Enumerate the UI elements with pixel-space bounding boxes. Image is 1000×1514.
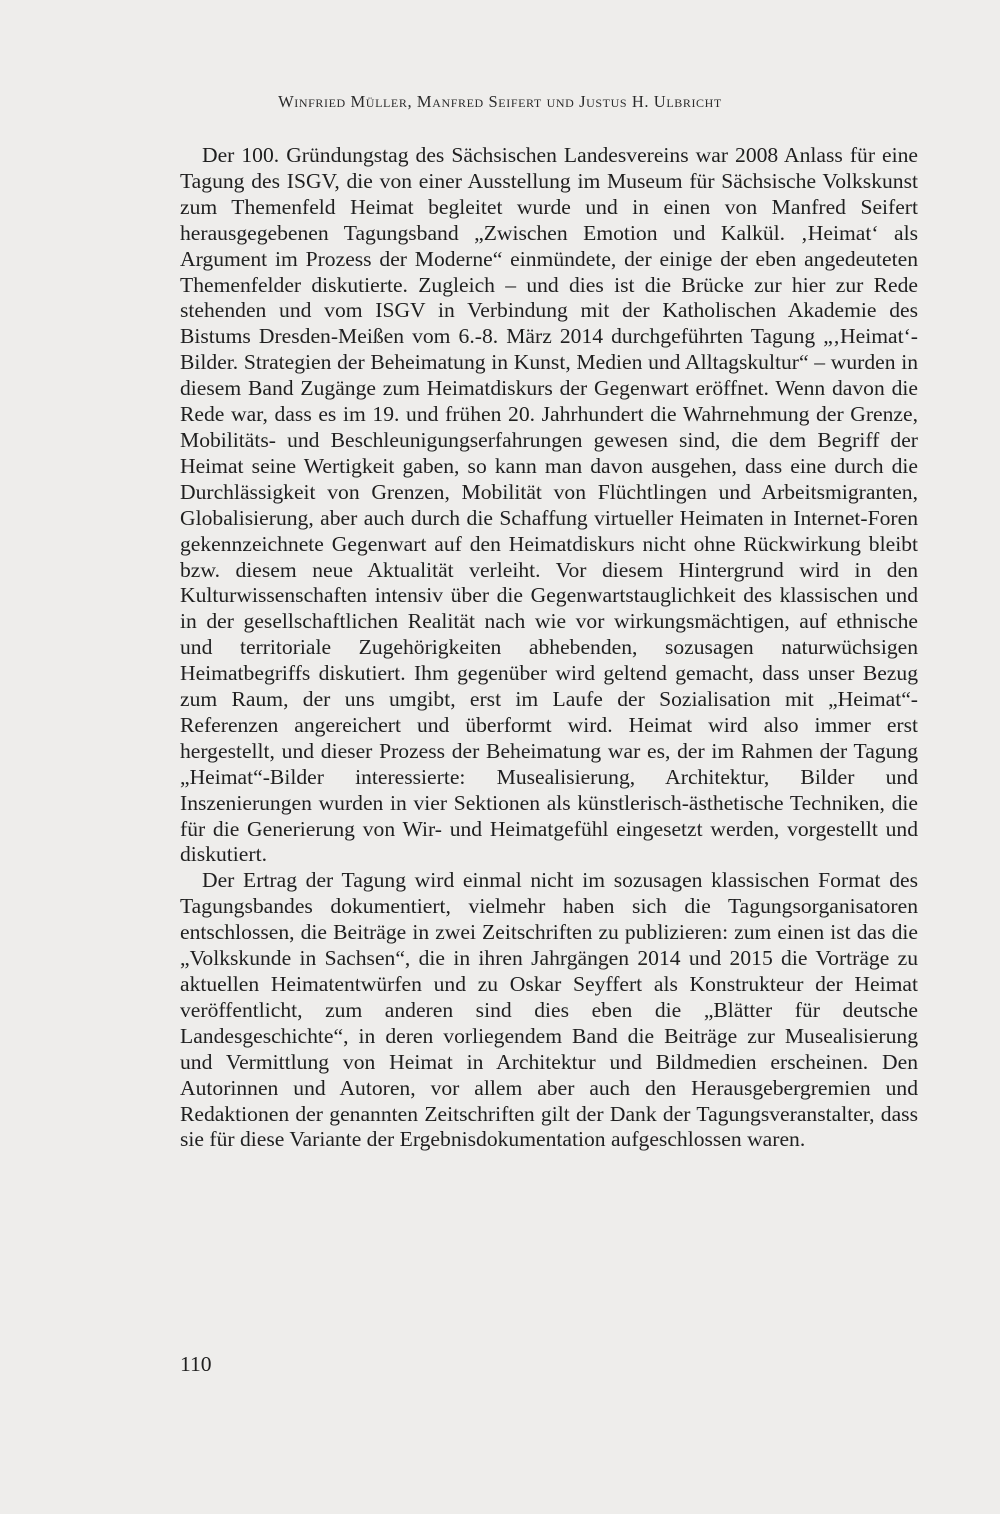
paragraph-2: Der Ertrag der Tagung wird einmal nicht im sozusagen klassischen Format des Tagungsbandes dokumentiert, vielmehr haben sich die Tagungsorganisatoren entschlossen, die Beiträge in zwei Zeitschriften zu publizieren: zum einen ist das die „Volkskunde in Sachsen“, die in ihren Jahrgängen 2014 und 2015 die Vorträge zu aktuellen Heimatentwürfen und zu Oskar Seyffert als Konstrukteur der Heimat veröffentlicht, zum anderen sind dies eben die „Blätter für deutsche Landesgeschichte“, in deren vorliegendem Band die Beiträge zur Musealisierung und Vermittlung von Heimat in Architektur und Bildmedien erscheinen. Den Autorinnen und Autoren, vor allem aber auch den Herausgebergremien und Redaktionen der genannten Zeitschriften gilt der Dank der Tagungsveranstalter, dass sie für diese Variante der Ergebnisdokumentation aufgeschlossen waren.: [180, 868, 918, 1152]
body-text: [180, 143, 918, 1153]
paragraph-1: Der 100. Gründungstag des Sächsischen Landesvereins war 2008 Anlass für eine Tagung des ISGV, die von einer Ausstellung im Museum für Sächsische Volkskunst zum Themenfeld Heimat begleitet wurde und in einen von Manfred Seifert herausgegebenen Tagungsband „Zwischen Emotion und Kalkül. ‚Heimat‘ als Argument im Prozess der Moderne“ einmündete, der einige der eben angedeuteten Themenfelder diskutierte. Zugleich – und dies ist die Brücke zur hier zur Rede stehenden und vom ISGV in Verbindung mit der Katholischen Akademie des Bistums Dresden-Meißen vom 6.-8. März 2014 durchgeführten Tagung „‚Heimat‘-Bilder. Strategien der Beheimatung in Kunst, Medien und Alltagskultur“ – wurden in diesem Band Zugänge zum Heimatdiskurs der Gegenwart eröffnet. Wenn davon die Rede war, dass es im 19. und frühen 20. Jahrhundert die Wahrnehmung der Grenze, Mobilitäts- und Beschleunigungserfahrungen gewesen sind, die dem Begriff der Heimat seine Wertigkeit gaben, so kann man davon ausgehen, dass eine durch die Durchlässigkeit von Grenzen, Mobilität von Flüchtlingen und Arbeitsmigranten, Globalisierung, aber auch durch die Schaffung virtueller Heimaten in Internet-Foren gekennzeichnete Gegenwart auf den Heimatdiskurs nicht ohne Rückwirkung bleibt bzw. diesem neue Aktualität verleiht. Vor diesem Hintergrund wird in den Kulturwissenschaften intensiv über die Gegenwartstauglichkeit des klassischen und in der gesellschaftlichen Realität nach wie vor wirkungsmächtigen, auf ethnische und territoriale Zugehörigkeiten abhebenden, sozusagen naturwüchsigen Heimatbegriffs diskutiert. Ihm gegenüber wird geltend gemacht, dass unser Bezug zum Raum, der uns umgibt, erst im Laufe der Sozialisation mit „Heimat“-Referenzen angereichert und überformt wird. Heimat wird also immer erst hergestellt, und dieser Prozess der Beheimatung war es, der im Rahmen der Tagung „Heimat“-Bilder interessierte: Musealisierung, Architektur, Bilder und Inszenierungen wurden in vier Sektionen als künstlerisch-ästhetische Techniken, die für die Generierung von Wir- und Heimatgefühl eingesetzt werden, vorgestellt und diskutiert.: [180, 143, 918, 867]
page-number: 110: [180, 1352, 212, 1376]
running-head: Winfried Müller, Manfred Seifert und Justus H. Ulbricht: [278, 92, 722, 111]
